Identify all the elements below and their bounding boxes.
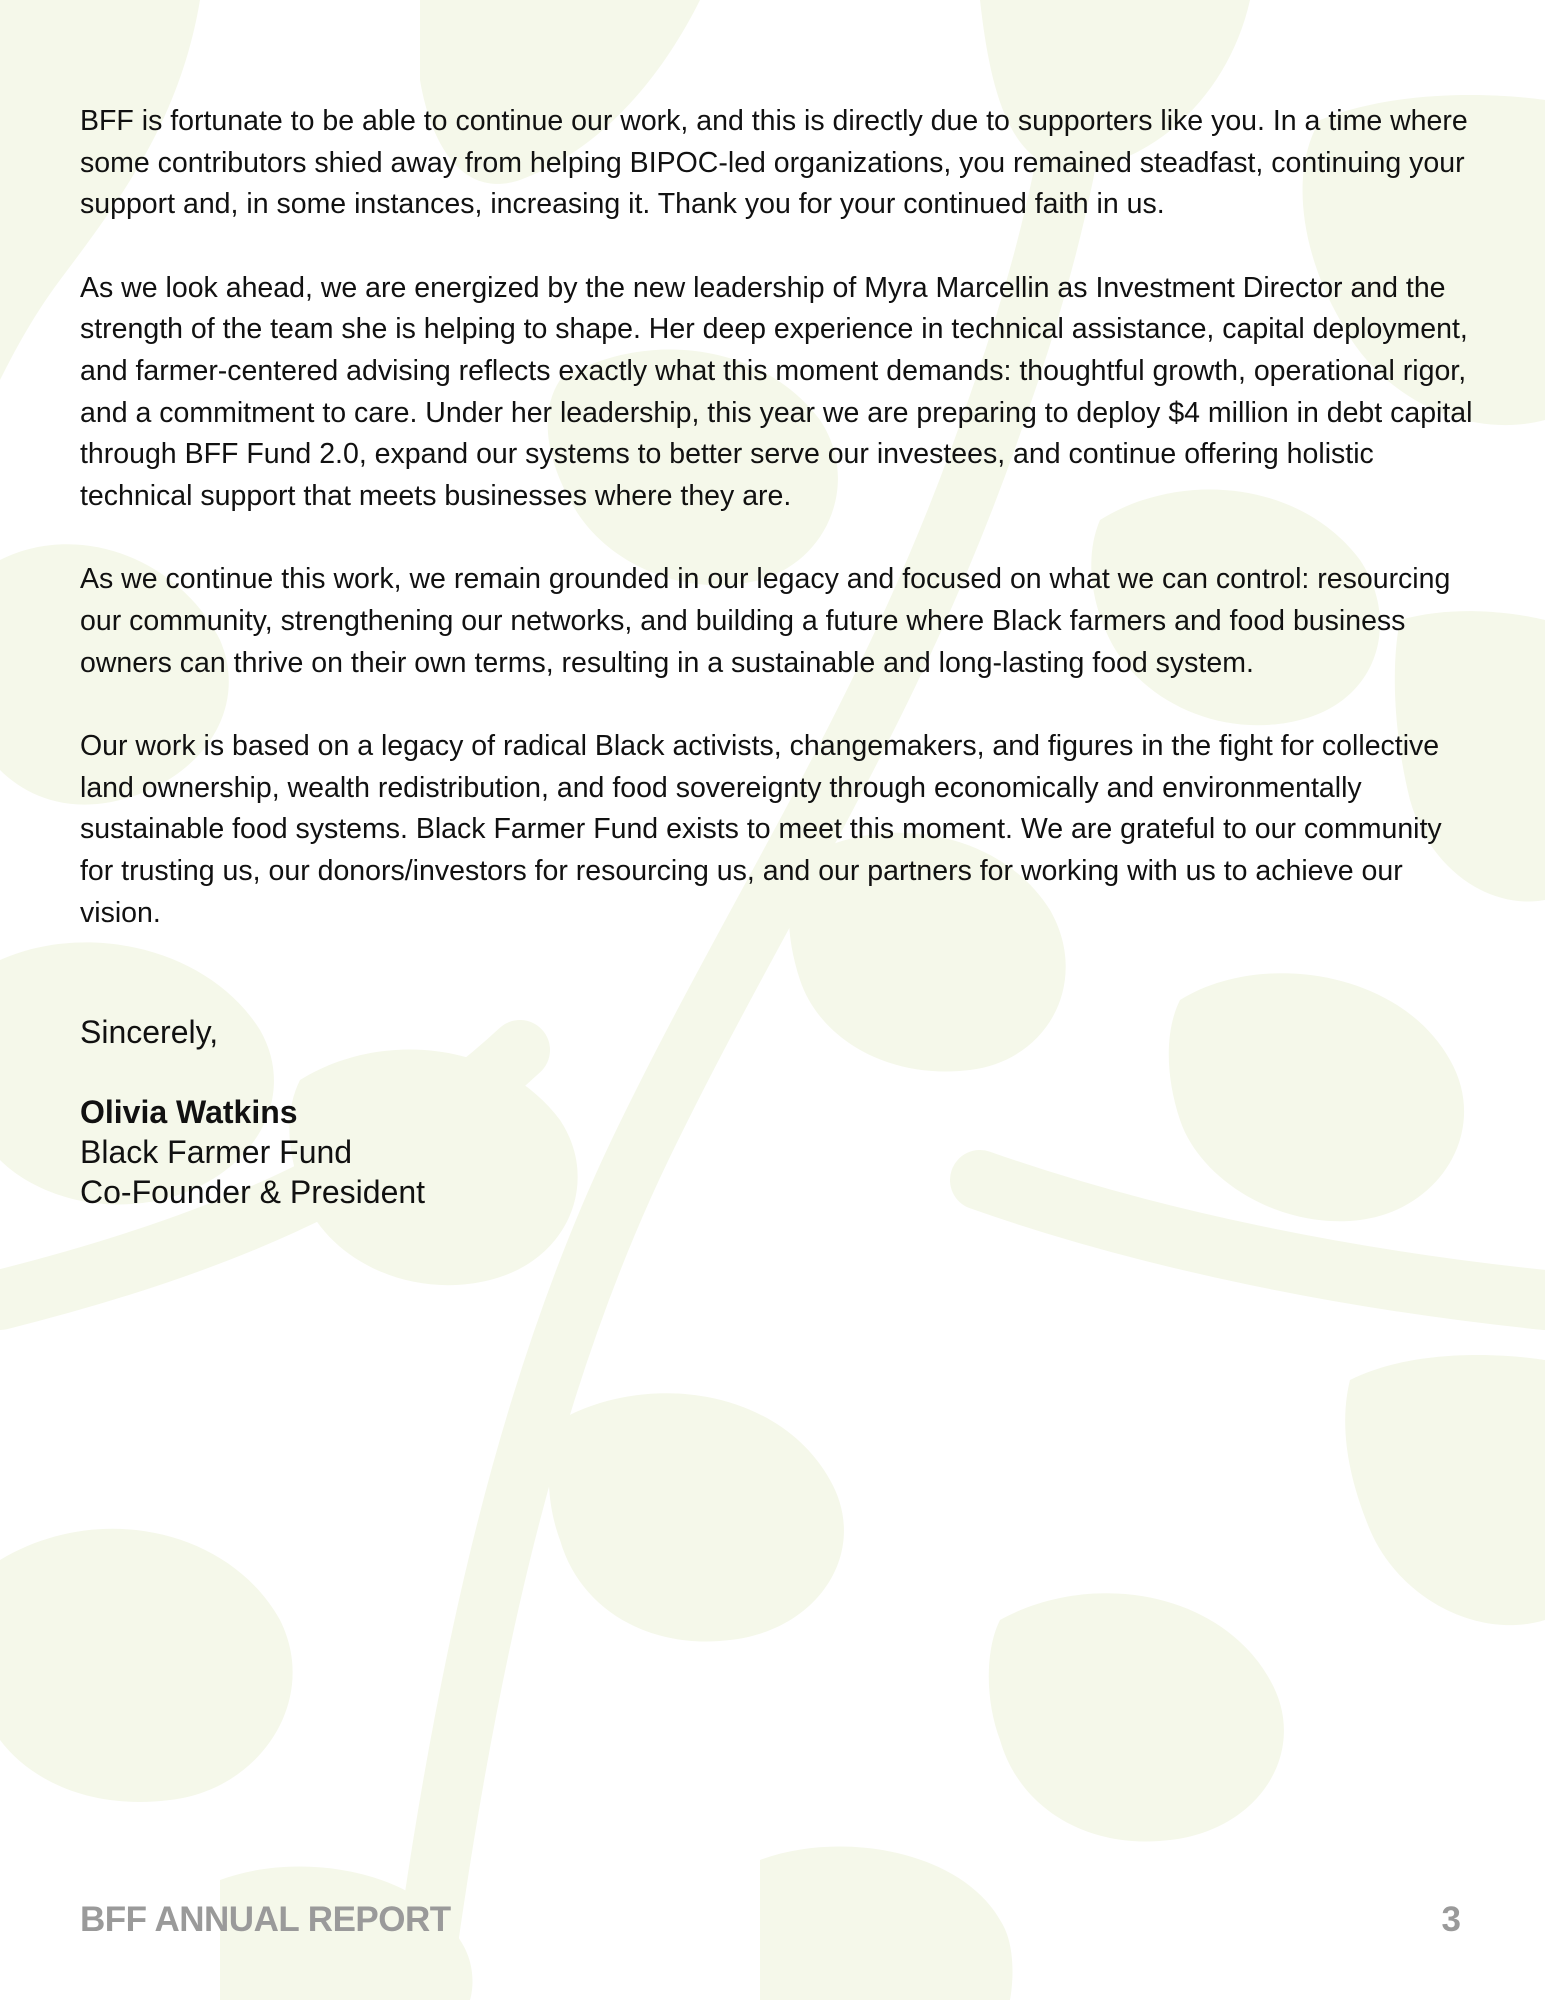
signer-organization: Black Farmer Fund: [80, 1134, 353, 1171]
paragraph: As we continue this work, we remain grounded in our legacy and focused on what we can control: resourcing our community, strengthening our networks, and building a future where Black farmers and food business owners can thrive on their own terms, resulting in a sustainable and long-lasting food system.: [80, 563, 1451, 679]
signer-name: Olivia Watkins: [80, 1094, 298, 1131]
paragraph: As we look ahead, we are energized by the new leadership of Myra Marcellin as Investment Director and the strength of the team she is helping to shape. Her deep experience in technical assistance, capital deployment, and farmer-centered advising reflects exactly what this moment demands: thoughtful growth, operational rigor, and a commitment to care. Under her leadership, this year we are preparing to deploy $4 million in debt capital through BFF Fund 2.0, expand our systems to better serve our investees, and continue offering holistic technical support that meets businesses where they are.: [80, 271, 1473, 512]
leaf-shape: [0, 1529, 293, 1802]
letter-body: [80, 101, 1480, 1212]
paragraph: Our work is based on a legacy of radical Black activists, changemakers, and figures in the fight for collective land ownership, wealth redistribution, and food sovereignty through economically and environmentally sustainable food systems. Black Farmer Fund exists to meet this moment. We are grateful to our community for trusting us, our donors/investors for resourcing us, and our partners for working with us to achieve our vision.: [80, 730, 1442, 929]
footer-report-label: BFF ANNUAL REPORT: [80, 1900, 451, 1939]
page-number: 3: [1441, 1900, 1461, 1939]
paragraph: BFF is fortunate to be able to continue our work, and this is directly due to supporters like you. In a time where some contributors shied away from helping BIPOC-led organizations, you remained steadfast, continuing your support and, in some instances, increasing it. Thank you for your continued faith in us.: [80, 105, 1468, 221]
signature-block: [80, 1012, 1480, 1212]
closing: Sincerely,: [80, 1014, 219, 1051]
signer-title: Co-Founder & President: [80, 1174, 426, 1211]
leaf-shape: [1345, 1355, 1545, 1625]
leaf-shape: [989, 1593, 1284, 1841]
leaf-shape: [760, 1847, 1013, 2000]
leaf-shape: [549, 1393, 844, 1641]
